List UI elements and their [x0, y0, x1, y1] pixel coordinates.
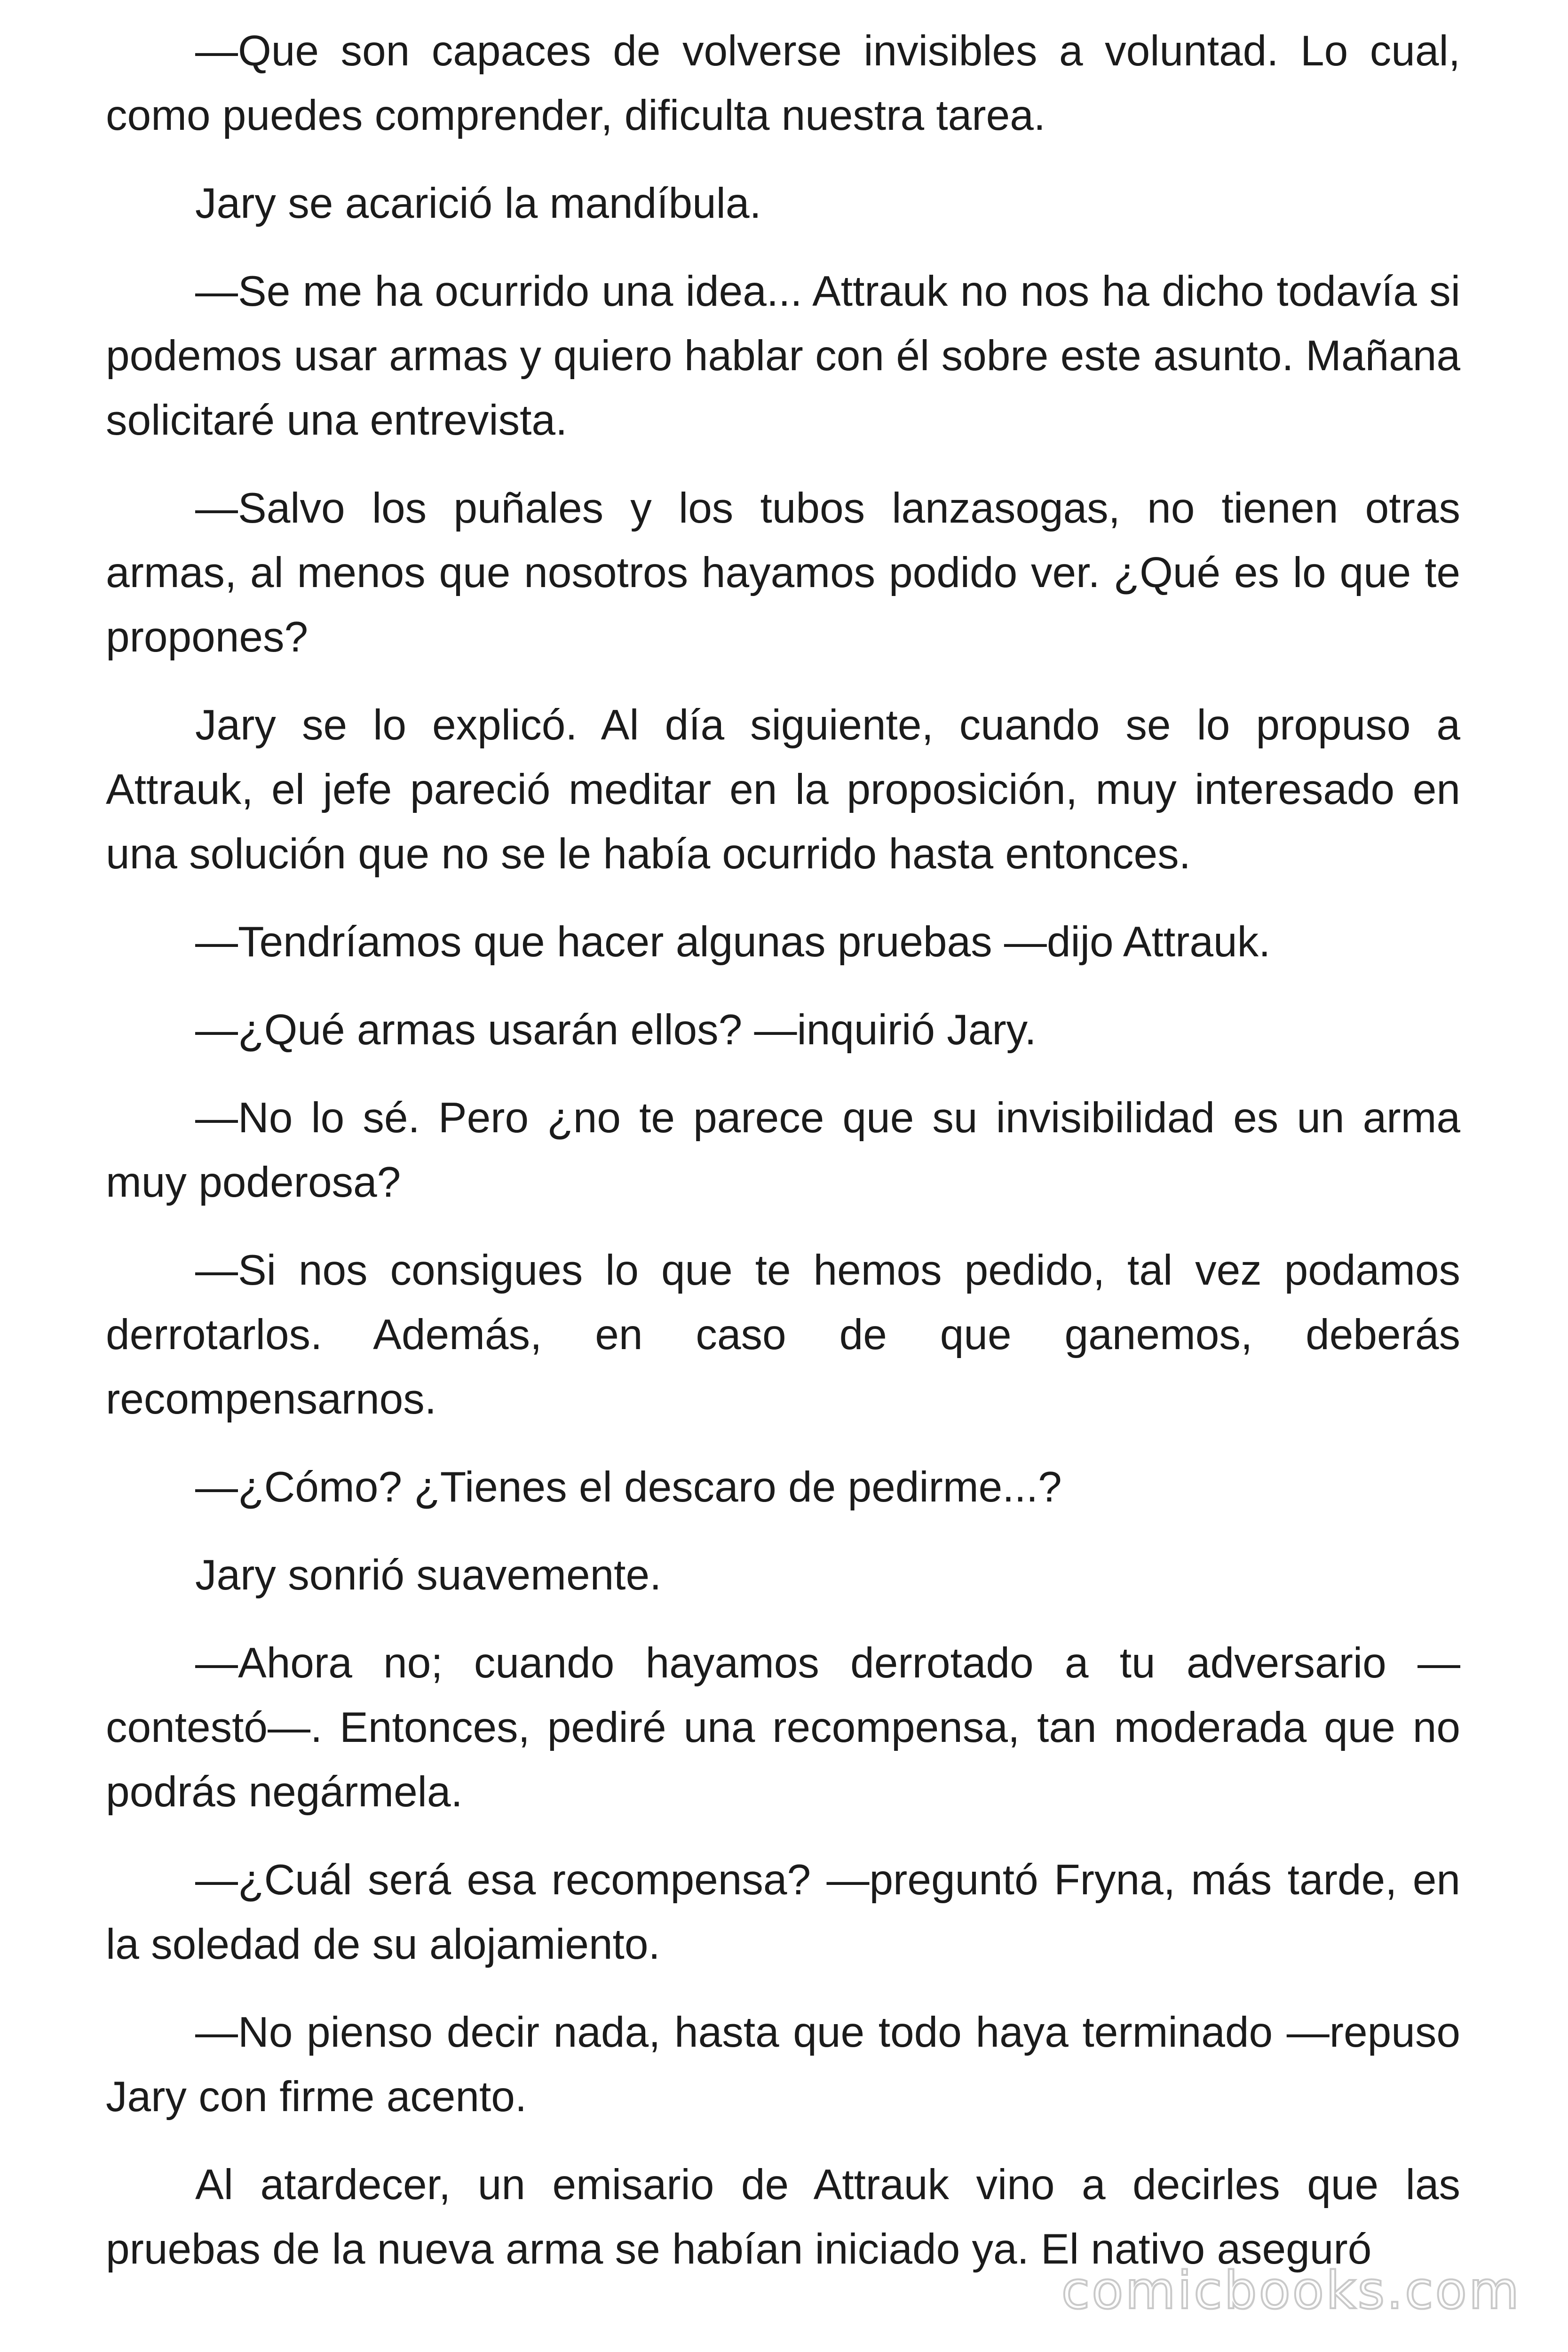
watermark: comicbooks.com	[1061, 2260, 1521, 2320]
paragraph: Jary se lo explicó. Al día siguiente, cuando se lo propuso a Attrauk, el jefe pareció meditar en la proposición, muy interesado en una solución que no se le había ocurrido hasta entonces.	[106, 701, 1460, 878]
paragraph: —No pienso decir nada, hasta que todo haya terminado —repuso Jary con firme acento.	[106, 2009, 1460, 2121]
book-page	[106, 19, 1460, 2305]
paragraph: —Que son capaces de volverse invisibles a voluntad. Lo cual, como puedes comprender, dificulta nuestra tarea.	[106, 27, 1460, 139]
paragraph: Jary sonrió suavemente.	[195, 1551, 662, 1599]
paragraph: Jary se acarició la mandíbula.	[195, 180, 761, 227]
paragraph: Al atardecer, un emisario de Attrauk vino a decirles que las pruebas de la nueva arma se habían iniciado ya. El nativo aseguró	[106, 2161, 1460, 2273]
paragraph: —Tendríamos que hacer algunas pruebas —dijo Attrauk.	[195, 918, 1271, 966]
paragraph: —¿Cuál será esa recompensa? —preguntó Fryna, más tarde, en la soledad de su alojamiento.	[106, 1856, 1460, 1968]
paragraph: —¿Qué armas usarán ellos? —inquirió Jary.	[195, 1006, 1037, 1054]
paragraph: —Ahora no; cuando hayamos derrotado a tu adversario —contestó—. Entonces, pediré una recompensa, tan moderada que no podrás negármela.	[106, 1639, 1460, 1816]
paragraph: —¿Cómo? ¿Tienes el descaro de pedirme...?	[195, 1463, 1062, 1511]
paragraph: —Si nos consigues lo que te hemos pedido, tal vez podamos derrotarlos. Además, en caso de que ganemos, deberás recompensarnos.	[106, 1247, 1460, 1423]
paragraph: —Se me ha ocurrido una idea... Attrauk no nos ha dicho todavía si podemos usar armas y quiero hablar con él sobre este asunto. Mañana solicitaré una entrevista.	[106, 268, 1460, 444]
paragraph: —Salvo los puñales y los tubos lanzasogas, no tienen otras armas, al menos que nosotros hayamos podido ver. ¿Qué es lo que te propones?	[106, 485, 1460, 661]
paragraph: —No lo sé. Pero ¿no te parece que su invisibilidad es un arma muy poderosa?	[106, 1094, 1460, 1206]
